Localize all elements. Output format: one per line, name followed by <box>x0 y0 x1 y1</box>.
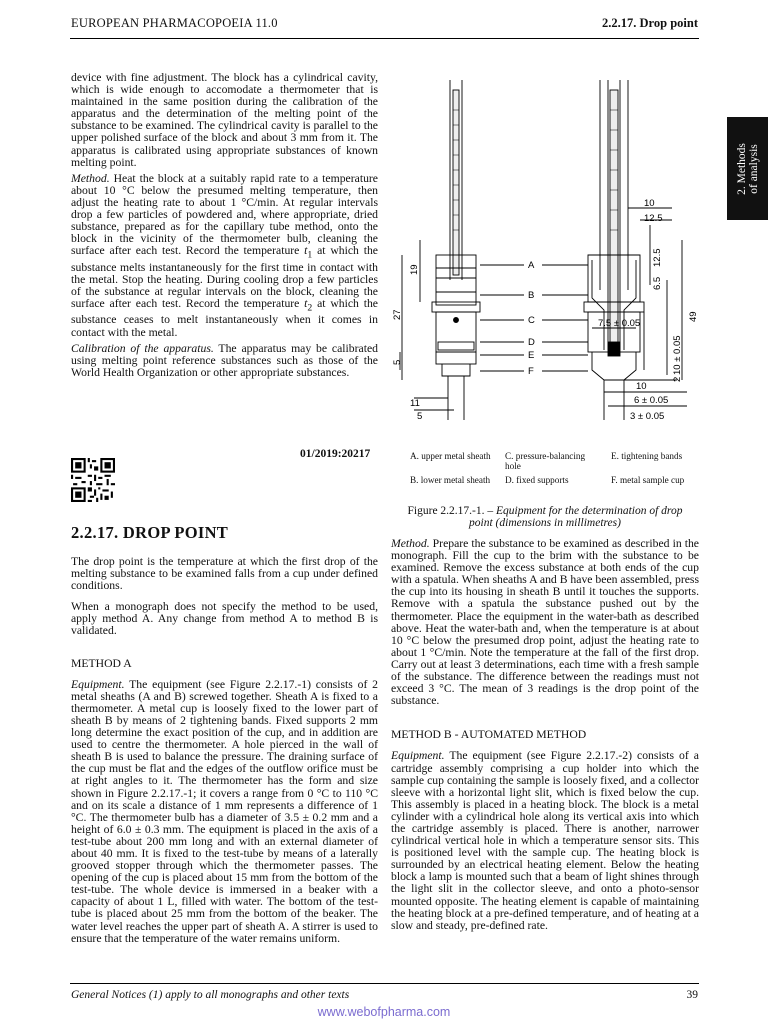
method-lead: Method. <box>71 171 110 185</box>
dim-3-pm: 3 ± 0.05 <box>630 411 665 422</box>
dim-2: 2 <box>672 376 683 382</box>
dim-6-pm: 6 ± 0.05 <box>634 395 669 406</box>
site-watermark[interactable]: www.webofpharma.com <box>317 1005 451 1019</box>
paragraph-method-choice: When a monograph does not specify the method to be used, apply method A. Any change from method A to method B is validated. <box>71 600 378 638</box>
label-d: D <box>528 337 535 348</box>
dim-11: 11 <box>410 398 420 409</box>
document-id: 01/2019:20217 <box>300 448 371 460</box>
footer-divider <box>70 983 699 984</box>
side-tab-line1: 2. Methods <box>735 142 748 195</box>
label-b: B <box>528 290 535 301</box>
label-e: E <box>528 350 535 361</box>
dim-10-top: 10 <box>644 198 655 209</box>
dim-5-vertical: 5 <box>392 359 403 365</box>
dim-27: 27 <box>392 309 403 320</box>
label-a: A <box>528 260 535 271</box>
side-tab-label <box>736 143 760 195</box>
paragraph-method: Method. Heat the block at a suitably rapid rate to a temperature about 10 °C below the presumed melting temperature, then adjust the heating rate to about 1 °C/min. At regular intervals drop a few particles of powdered and, where appropriate, dried substance, prepared as for the capillary tube method, onto the block in the vicinity of the thermometer bulb, cleaning the surface after each test. Record the temperature $t_1$ at which the substance melts instantaneously for the first time in contact with the metal. Stop the heating. During cooling drop a few particles of the substance at regular intervals on the block, cleaning the surface after each test. Record the temperature $t_2$ at which the substance ceases to melt instantaneously when it comes in contact with the metal. <box>71 171 378 339</box>
legend-e: E. tightening bands <box>611 451 683 461</box>
dim-6-5: 6.5 <box>652 276 663 290</box>
dim-5: 5 <box>417 411 423 422</box>
footer-note: General Notices (1) apply to all monographs and other texts <box>71 989 350 1001</box>
dim-19: 19 <box>409 264 420 275</box>
figure-caption: Figure 2.2.17.-1. – Equipment for the determination of drop point (dimensions in millimetres) <box>407 505 683 529</box>
paragraph-equipment-a: Equipment. The equipment (see Figure 2.2.17.-1) consists of 2 metal sheaths (A and B) screwed together. Sheath A is fixed to a thermometer. A metal cup is loosely fixed to the lower part of sheath B by means of 2 tightening bands. Fixed supports 2 mm long determine the exact position of the cup, and in addition are used to centre the thermometer. A hole pierced in the wall of sheath B is used to balance the pressure. The draining surface of the cup must be flat and the edges of the outflow orifice must be at right angles to it. The thermometer has the form and size shown in Figure 2.2.17.-1; it covers a range from 0 °C to 110 °C and on its scale a distance of 1 mm represents a difference of 1 °C. The thermometer bulb has a diameter of 3.5 ± 0.2 mm and a height of 6.0 ± 0.3 mm. The equipment is placed in the axis of a test-tube about 200 mm long and with an external diameter of about 40 mm. It is fixed to the test-tube by means of a laterally grooved stopper through which the thermometer passes. The opening of the cup is placed about 15 mm from the bottom of the test-tube. The whole device is immersed in a beaker with a capacity of about 1 L, filled with water. The bottom of the test-tube is placed about 25 mm from the bottom of the beaker. The water level reaches the upper part of sheath A. A stirrer is used to ensure that the temperature of the water remains uniform. <box>71 677 378 945</box>
drop-point-apparatus-figure <box>392 80 702 450</box>
legend-a: A. upper metal sheath <box>410 451 491 461</box>
dim-12-5-vertical: 12.5 <box>652 248 663 267</box>
left-column-section <box>71 556 378 945</box>
left-column-continuation <box>71 72 378 379</box>
dim-10-pm: 10 ± 0.05 <box>672 335 683 375</box>
paragraph-calibration: Calibration of the apparatus. The apparatus may be calibrated using melting point reference substances such as those of the World Health Organization or other appropriate substances. <box>71 341 378 379</box>
section-title: 2.2.17. DROP POINT <box>71 523 229 542</box>
running-header-title: EUROPEAN PHARMACOPOEIA 11.0 <box>71 16 278 30</box>
paragraph-definition: The drop point is the temperature at which the first drop of the melting substance to be examined falls from a cup under defined conditions. <box>71 555 378 593</box>
legend-b: B. lower metal sheath <box>410 475 491 485</box>
right-column <box>391 538 699 932</box>
side-tab-line2: of analysis <box>747 143 760 194</box>
paragraph-method-a: Method. Prepare the substance to be examined as described in the monograph. Fill the cup to the brim with the substance to be examined. Remove the excess substance at both ends of the cup with a spatula. When sheaths A and B have been assembled, press the cup into its housing in sheath B until it touches the supports. Remove with a spatula the substance pushed out by the thermometer. Place the equipment in the water-bath as described above. Heat the water-bath and, when the temperature is at about 10 °C below the presumed drop point, adjust the heating rate to about 1 °C/min. Note the temperature at the fall of the first drop. Carry out at least 3 determinations, each time with a fresh sample of the substance. The difference between the readings must not exceed 3 °C. The mean of 3 readings is the drop point of the substance. <box>391 537 699 708</box>
qr-code <box>71 458 115 502</box>
paragraph-equipment-b: Equipment. The equipment (see Figure 2.2.17.-2) consists of a cartridge assembly comprising a cup holder into which the sample cup containing the sample is loosely fixed, and a collector sleeve with a horizontal light slit, which is fixed below the cup. This assembly is placed in a heating block. The block is a metal cylinder with a cylindrical hole along its vertical axis into which the cartridge assembly is placed. There is another, narrower cylindrical vertical hole in which a temperature sensor sits. This is positioned level with the sample cup. The heating block is surrounded by an electrical heating element. Below the heating block a lamp is mounted such that a beam of light shines through the light slit in the collector sleeve, and onto a photo-sensor mounted opposite. The heating element is capable of maintaining the heating block at a pre-defined temperature, and of heating at a slow and steady, pre-defined rate. <box>391 749 699 932</box>
dim-49: 49 <box>688 311 699 322</box>
chapter-side-tab <box>727 117 768 220</box>
header-divider <box>70 38 699 39</box>
dim-12-5-top: 12.5 <box>644 213 663 224</box>
legend-f: F. metal sample cup <box>611 475 685 485</box>
page-number: 39 <box>686 989 698 1001</box>
method-b-heading: METHOD B - AUTOMATED METHOD <box>391 728 587 742</box>
paragraph-block-description: device with fine adjustment. The block has a cylindrical cavity, which is wide enough to accomodate a thermometer that is maintained in the same position during the calibration of the apparatus and the determination of the melting point of the substance to be examined. The cylindrical cavity is parallel to the upper polished surface of the block and about 3 mm from it. The apparatus is calibrated using appropriate substances of known melting point. <box>71 71 378 169</box>
legend-c: C. pressure-balancing hole <box>505 451 586 471</box>
label-f: F <box>528 366 534 377</box>
running-header-section: 2.2.17. Drop point <box>602 16 698 30</box>
dim-7-5: 7.5 ± 0.05 <box>598 318 641 329</box>
method-a-heading: METHOD A <box>71 656 132 670</box>
dim-10-bottom: 10 <box>636 381 647 392</box>
legend-d: D. fixed supports <box>505 475 569 485</box>
label-c: C <box>528 315 535 326</box>
